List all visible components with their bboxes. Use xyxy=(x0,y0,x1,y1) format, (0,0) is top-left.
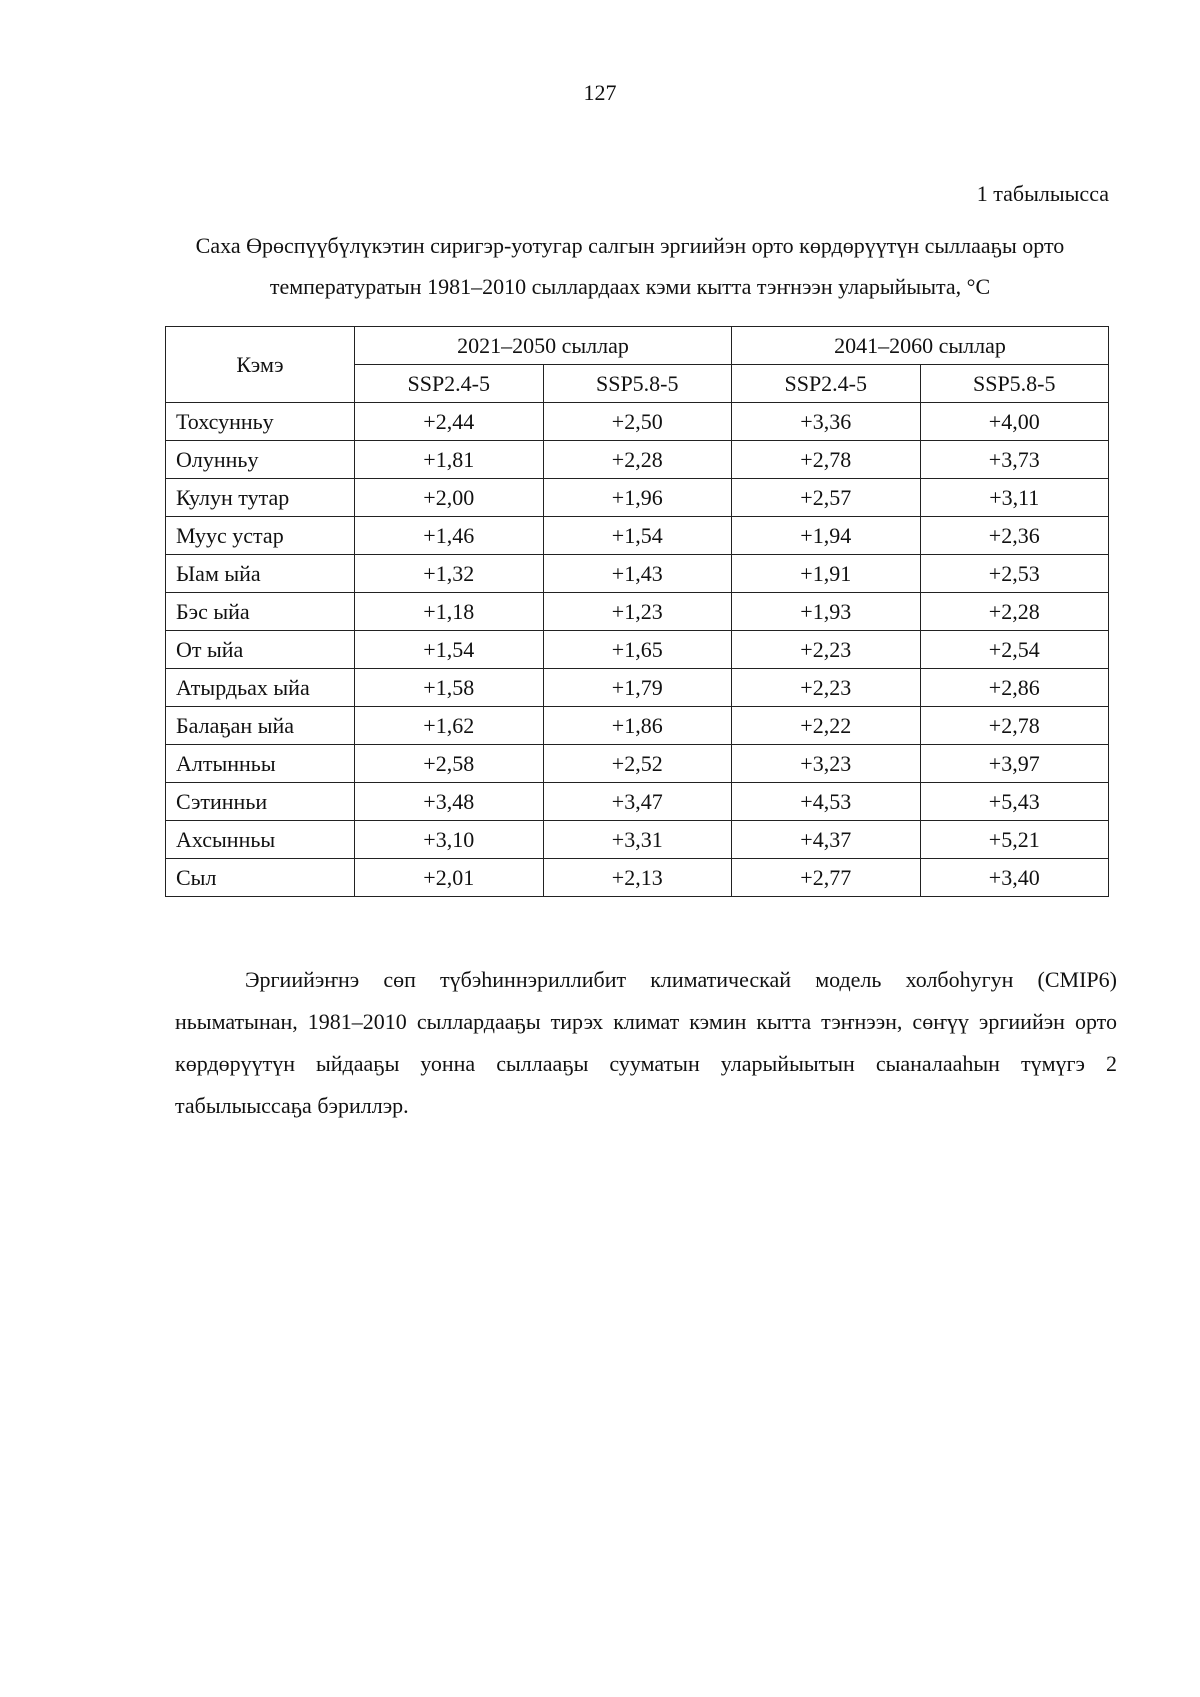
value-cell: +2,00 xyxy=(355,479,544,517)
value-cell: +3,23 xyxy=(732,745,921,783)
table-row xyxy=(166,745,1109,783)
table-row xyxy=(166,707,1109,745)
value-cell: +2,13 xyxy=(543,859,732,897)
value-cell: +3,97 xyxy=(920,745,1109,783)
value-cell: +2,86 xyxy=(920,669,1109,707)
table-row xyxy=(166,783,1109,821)
value-cell: +2,78 xyxy=(920,707,1109,745)
value-cell: +3,40 xyxy=(920,859,1109,897)
value-cell: +2,57 xyxy=(732,479,921,517)
month-cell: Ыам ыйа xyxy=(166,555,355,593)
table-row xyxy=(166,669,1109,707)
value-cell: +1,23 xyxy=(543,593,732,631)
header-period: 2021–2050 сыллар xyxy=(355,327,732,365)
value-cell: +2,44 xyxy=(355,403,544,441)
value-cell: +2,23 xyxy=(732,631,921,669)
value-cell: +3,73 xyxy=(920,441,1109,479)
table-body xyxy=(166,403,1109,897)
month-cell: Бэс ыйа xyxy=(166,593,355,631)
table-header-row xyxy=(166,327,1109,365)
table-row xyxy=(166,555,1109,593)
value-cell: +1,91 xyxy=(732,555,921,593)
value-cell: +2,58 xyxy=(355,745,544,783)
value-cell: +5,21 xyxy=(920,821,1109,859)
value-cell: +1,65 xyxy=(543,631,732,669)
value-cell: +2,28 xyxy=(920,593,1109,631)
value-cell: +1,43 xyxy=(543,555,732,593)
value-cell: +3,31 xyxy=(543,821,732,859)
value-cell: +2,77 xyxy=(732,859,921,897)
value-cell: +4,00 xyxy=(920,403,1109,441)
month-cell: От ыйа xyxy=(166,631,355,669)
header-scenario: SSP5.8-5 xyxy=(543,365,732,403)
value-cell: +1,58 xyxy=(355,669,544,707)
value-cell: +1,62 xyxy=(355,707,544,745)
value-cell: +2,50 xyxy=(543,403,732,441)
value-cell: +4,37 xyxy=(732,821,921,859)
value-cell: +2,23 xyxy=(732,669,921,707)
table-caption: Саха Өрөспүүбүлүкэтин сиригэр-уотугар салгын эргиийэн орто көрдөрүүтүн сыллааҕы орто температуратын 1981–2010 сыллардаах кэми кытта тэҥнээн уларыйыыта, °С xyxy=(195,233,1065,299)
month-cell: Муус устар xyxy=(166,517,355,555)
header-scenario: SSP5.8-5 xyxy=(920,365,1109,403)
month-cell: Сэтинньи xyxy=(166,783,355,821)
value-cell: +2,53 xyxy=(920,555,1109,593)
value-cell: +1,46 xyxy=(355,517,544,555)
value-cell: +1,81 xyxy=(355,441,544,479)
value-cell: +3,48 xyxy=(355,783,544,821)
month-cell: Балаҕан ыйа xyxy=(166,707,355,745)
month-cell: Атырдьах ыйа xyxy=(166,669,355,707)
month-cell: Сыл xyxy=(166,859,355,897)
header-scenario: SSP2.4-5 xyxy=(732,365,921,403)
table-row xyxy=(166,631,1109,669)
page-number: 127 xyxy=(583,80,617,105)
value-cell: +5,43 xyxy=(920,783,1109,821)
header-scenario: SSP2.4-5 xyxy=(355,365,544,403)
value-cell: +4,53 xyxy=(732,783,921,821)
value-cell: +1,94 xyxy=(732,517,921,555)
value-cell: +1,54 xyxy=(355,631,544,669)
table-row xyxy=(166,859,1109,897)
temperature-change-table xyxy=(165,326,1109,897)
value-cell: +2,22 xyxy=(732,707,921,745)
table-row xyxy=(166,479,1109,517)
value-cell: +2,28 xyxy=(543,441,732,479)
value-cell: +1,86 xyxy=(543,707,732,745)
table-number: 1 табылыысса xyxy=(976,181,1109,206)
value-cell: +3,11 xyxy=(920,479,1109,517)
table-row xyxy=(166,593,1109,631)
value-cell: +1,96 xyxy=(543,479,732,517)
table-row xyxy=(166,517,1109,555)
value-cell: +2,52 xyxy=(543,745,732,783)
value-cell: +3,47 xyxy=(543,783,732,821)
value-cell: +2,01 xyxy=(355,859,544,897)
table-row xyxy=(166,403,1109,441)
month-cell: Алтынньы xyxy=(166,745,355,783)
value-cell: +2,36 xyxy=(920,517,1109,555)
value-cell: +3,10 xyxy=(355,821,544,859)
value-cell: +1,79 xyxy=(543,669,732,707)
header-period: 2041–2060 сыллар xyxy=(732,327,1109,365)
value-cell: +1,32 xyxy=(355,555,544,593)
value-cell: +2,54 xyxy=(920,631,1109,669)
table-row xyxy=(166,821,1109,859)
month-cell: Кулун тутар xyxy=(166,479,355,517)
value-cell: +1,18 xyxy=(355,593,544,631)
month-cell: Тохсунньу xyxy=(166,403,355,441)
body-paragraph: Эргиийэҥнэ сөп түбэһиннэриллибит климатическай модель холбоһугун (CMIP6) ньыматынан, 1981–2010 сыллардааҕы тирэх климат кэмин кытта тэҥнээн, сөҥүү эргиийэн орто көрдөрүүтүн ыйдааҕы уонна сыллааҕы сууматын уларыйыытын сыаналааһын түмүгэ 2 табылыыссаҕа бэриллэр. xyxy=(175,967,1117,1118)
value-cell: +1,54 xyxy=(543,517,732,555)
month-cell: Ахсынньы xyxy=(166,821,355,859)
value-cell: +2,78 xyxy=(732,441,921,479)
value-cell: +1,93 xyxy=(732,593,921,631)
table-row xyxy=(166,441,1109,479)
value-cell: +3,36 xyxy=(732,403,921,441)
header-month: Кэмэ xyxy=(166,327,355,403)
month-cell: Олунньу xyxy=(166,441,355,479)
